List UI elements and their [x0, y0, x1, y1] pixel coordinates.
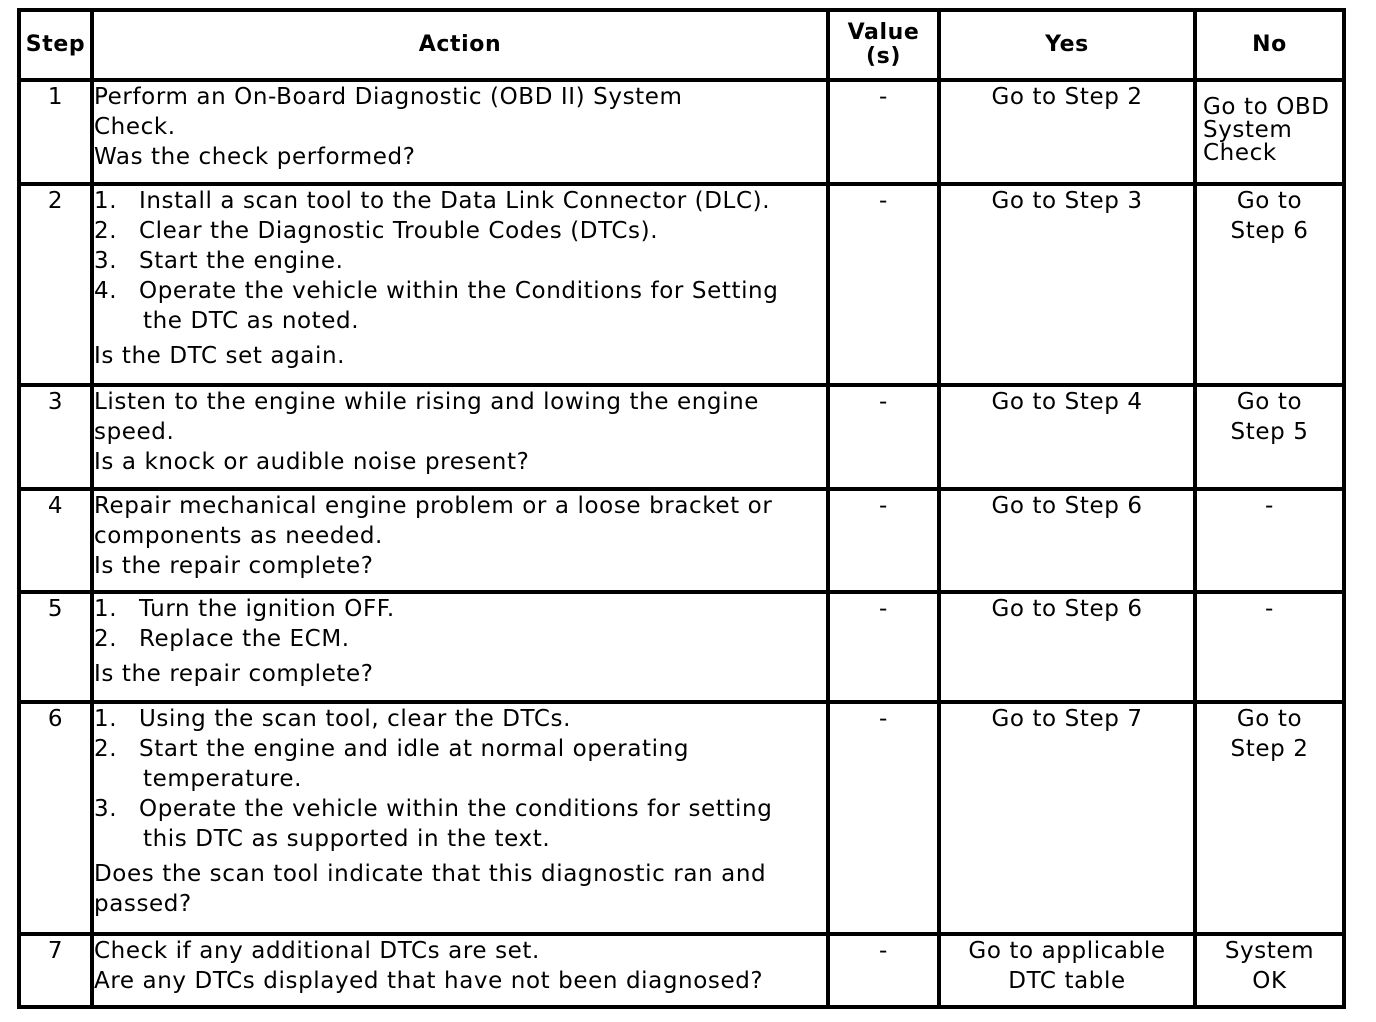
no-cell [1195, 385, 1344, 489]
value-cell: - [828, 702, 939, 934]
action-step-line: temperature. [143, 766, 303, 792]
action-step-item [94, 594, 826, 624]
no-line: Check [1203, 140, 1277, 166]
no-cell [1195, 934, 1344, 1007]
action-question [94, 859, 826, 919]
table-row [19, 934, 1344, 1007]
action-step-number: 2. [94, 736, 118, 762]
action-step-number: 1. [94, 596, 118, 622]
action-question [94, 551, 826, 581]
no-line: Go to [1236, 706, 1303, 732]
action-cell [92, 934, 828, 1007]
question-line: Is the repair complete? [94, 661, 374, 687]
action-step-number: 3. [94, 796, 118, 822]
header-no: No [1195, 10, 1344, 80]
action-step-line: Start the engine. [139, 248, 344, 274]
value-cell: - [828, 489, 939, 592]
value-cell: - [828, 934, 939, 1007]
action-step-line: Start the engine and idle at normal operating [139, 736, 690, 762]
action-step-line: Using the scan tool, clear the DTCs. [139, 706, 572, 732]
no-line: Go to [1236, 188, 1303, 214]
step-number: 1 [19, 80, 92, 184]
action-question [94, 142, 826, 172]
action-text: Check if any additional DTCs are set. [94, 938, 540, 964]
action-step-text [139, 276, 826, 336]
table-row [19, 385, 1344, 489]
action-text: components as needed. [94, 523, 383, 549]
yes-cell [939, 385, 1195, 489]
action-question [94, 966, 826, 996]
action-step-text [139, 186, 826, 216]
header-value [828, 10, 939, 80]
header-step: Step [19, 10, 92, 80]
yes-cell [939, 592, 1195, 702]
question-line: passed? [94, 891, 192, 917]
question-line: Is a knock or audible noise present? [94, 449, 530, 475]
action-step-item [94, 216, 826, 246]
table-row [19, 592, 1344, 702]
step-number: 3 [19, 385, 92, 489]
header-yes: Yes [939, 10, 1195, 80]
action-step-line: Replace the ECM. [139, 626, 350, 652]
table-row [19, 489, 1344, 592]
yes-cell [939, 489, 1195, 592]
action-cell [92, 489, 828, 592]
action-step-text [139, 246, 826, 276]
header-row [19, 10, 1344, 80]
question-line: Is the repair complete? [94, 553, 374, 579]
step-number: 2 [19, 184, 92, 385]
action-step-line: Operate the vehicle within the Conditions for Setting [139, 278, 779, 304]
action-step-item [94, 186, 826, 216]
action-text: Repair mechanical engine problem or a loose bracket or [94, 493, 773, 519]
action-step-text [139, 704, 826, 734]
action-question [94, 341, 826, 371]
action-step-line: Turn the ignition OFF. [139, 596, 395, 622]
action-text: speed. [94, 419, 175, 445]
action-step-item [94, 246, 826, 276]
no-line: OK [1252, 968, 1287, 994]
no-line: Step 6 [1230, 218, 1309, 244]
action-step-item [94, 734, 826, 794]
yes-line: Go to Step 3 [991, 188, 1143, 214]
no-line: System [1203, 117, 1293, 143]
action-step-number: 2. [94, 626, 118, 652]
action-step-item [94, 276, 826, 336]
value-cell: - [828, 385, 939, 489]
action-cell [92, 80, 828, 184]
question-line: Does the scan tool indicate that this diagnostic ran and [94, 861, 767, 887]
table-row [19, 80, 1344, 184]
action-step-text [139, 734, 826, 794]
no-cell [1195, 489, 1344, 592]
value-cell: - [828, 592, 939, 702]
action-steps-list [94, 594, 826, 654]
yes-line: Go to Step 7 [991, 706, 1143, 732]
no-line: Step 2 [1230, 736, 1309, 762]
no-line: Go to [1236, 389, 1303, 415]
action-cell [92, 184, 828, 385]
yes-line: DTC table [1008, 968, 1126, 994]
yes-cell [939, 934, 1195, 1007]
yes-cell [939, 702, 1195, 934]
action-step-text [139, 216, 826, 246]
no-line: System [1224, 938, 1315, 964]
action-text: Check. [94, 114, 176, 140]
action-text: Listen to the engine while rising and lowing the engine [94, 389, 760, 415]
no-line: Step 5 [1230, 419, 1309, 445]
action-text: Perform an On-Board Diagnostic (OBD II) System [94, 84, 683, 110]
step-number: 7 [19, 934, 92, 1007]
action-cell [92, 702, 828, 934]
yes-line: Go to Step 6 [991, 596, 1143, 622]
header-action: Action [92, 10, 828, 80]
no-cell [1195, 702, 1344, 934]
no-line: - [1265, 596, 1274, 622]
question-line: Was the check performed? [94, 144, 416, 170]
action-steps-list [94, 186, 826, 336]
no-line: Go to OBD [1203, 94, 1330, 120]
header-value-line1: Value [847, 20, 920, 45]
action-step-text [139, 794, 826, 854]
step-number: 4 [19, 489, 92, 592]
yes-line: Go to applicable [968, 938, 1166, 964]
action-step-item [94, 704, 826, 734]
action-cell [92, 592, 828, 702]
action-step-line: Operate the vehicle within the conditions for setting [139, 796, 773, 822]
action-cell [92, 385, 828, 489]
action-step-line: Install a scan tool to the Data Link Connector (DLC). [139, 188, 771, 214]
action-question [94, 659, 826, 689]
action-steps-list [94, 704, 826, 854]
value-cell: - [828, 184, 939, 385]
action-step-number: 1. [94, 188, 118, 214]
question-line: Is the DTC set again. [94, 343, 346, 369]
action-step-line: the DTC as noted. [143, 308, 360, 334]
no-cell [1195, 80, 1344, 184]
no-cell [1195, 184, 1344, 385]
action-step-text [139, 594, 826, 624]
action-step-number: 1. [94, 706, 118, 732]
action-step-item [94, 624, 826, 654]
action-step-text [139, 624, 826, 654]
step-number: 5 [19, 592, 92, 702]
yes-cell [939, 80, 1195, 184]
diagnostic-table [17, 8, 1346, 1009]
question-line: Are any DTCs displayed that have not been diagnosed? [94, 968, 764, 994]
table-row [19, 184, 1344, 385]
no-line: - [1265, 493, 1274, 519]
value-cell: - [828, 80, 939, 184]
table-row [19, 702, 1344, 934]
no-cell [1195, 592, 1344, 702]
action-question [94, 447, 826, 477]
action-step-number: 2. [94, 218, 118, 244]
yes-line: Go to Step 6 [991, 493, 1143, 519]
action-step-line: this DTC as supported in the text. [143, 826, 551, 852]
action-step-item [94, 794, 826, 854]
action-step-number: 4. [94, 278, 118, 304]
step-number: 6 [19, 702, 92, 934]
yes-line: Go to Step 2 [991, 84, 1143, 110]
header-value-line2: (s) [865, 44, 901, 69]
yes-line: Go to Step 4 [991, 389, 1143, 415]
action-step-number: 3. [94, 248, 118, 274]
action-step-line: Clear the Diagnostic Trouble Codes (DTCs). [139, 218, 659, 244]
yes-cell [939, 184, 1195, 385]
